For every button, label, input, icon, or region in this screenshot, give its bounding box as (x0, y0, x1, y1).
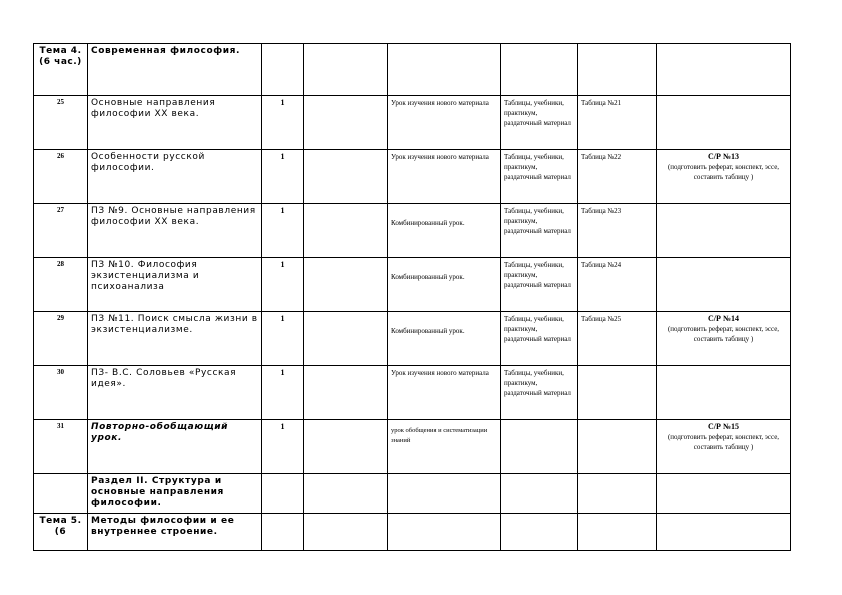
materials-cell (501, 44, 578, 96)
topic-cell: ПЗ №11. Поиск смысла жизни в экзистенциализме. (88, 312, 262, 366)
table-row (34, 204, 791, 258)
materials-cell (501, 474, 578, 514)
visual-cell: Таблица №22 (578, 150, 657, 204)
extra-cell (304, 150, 388, 204)
curriculum-table (33, 43, 791, 551)
lesson-number: 29 (34, 312, 88, 366)
materials-cell: Таблицы, учебники, практикум, раздаточный материал (501, 96, 578, 150)
hours-cell: 1 (262, 150, 304, 204)
table-row (34, 420, 791, 474)
table-row (34, 312, 791, 366)
materials-cell (501, 420, 578, 474)
extra-cell (304, 44, 388, 96)
visual-cell (578, 420, 657, 474)
type-cell: урок обобщения и систематизации знаний (388, 420, 501, 474)
hours-cell: 1 (262, 204, 304, 258)
visual-cell: Таблица №23 (578, 204, 657, 258)
topic-cell: Особенности русской философии. (88, 150, 262, 204)
type-cell: Урок изучения нового материала (388, 150, 501, 204)
materials-cell (501, 514, 578, 551)
type-cell: Комбинированный урок. (388, 312, 501, 366)
hours-cell (262, 474, 304, 514)
visual-cell (578, 514, 657, 551)
sr-cell (657, 420, 791, 474)
topic-cell: Раздел II. Структура и основные направления философии. (88, 474, 262, 514)
table-row (34, 366, 791, 420)
extra-cell (304, 420, 388, 474)
lesson-number: 27 (34, 204, 88, 258)
visual-cell (578, 366, 657, 420)
materials-cell: Таблицы, учебники, практикум, раздаточный материал (501, 366, 578, 420)
sr-cell (657, 204, 791, 258)
sr-cell (657, 150, 791, 204)
topic-cell: Повторно-обобщающий урок. (88, 420, 262, 474)
lesson-number: 31 (34, 420, 88, 474)
topic-cell: ПЗ- В.С. Соловьев «Русская идея». (88, 366, 262, 420)
sr-cell (657, 258, 791, 312)
topic-cell: Основные направления философии ХХ века. (88, 96, 262, 150)
lesson-number: 25 (34, 96, 88, 150)
type-cell (388, 44, 501, 96)
extra-cell (304, 514, 388, 551)
visual-cell: Таблица №21 (578, 96, 657, 150)
lesson-number: 30 (34, 366, 88, 420)
table-row (34, 44, 791, 96)
hours-cell: 1 (262, 96, 304, 150)
sr-cell (657, 514, 791, 551)
type-cell: Урок изучения нового материала (388, 96, 501, 150)
tema-cell: Тема 4. (6 час.) (34, 44, 88, 96)
materials-cell: Таблицы, учебники, практикум, раздаточный материал (501, 204, 578, 258)
type-cell (388, 514, 501, 551)
sr-cell (657, 366, 791, 420)
table-row (34, 474, 791, 514)
materials-cell: Таблицы, учебники, практикум, раздаточный материал (501, 150, 578, 204)
sr-note: (подготовить реферат, конспект, эссе, составить таблицу ) (667, 433, 780, 451)
hours-cell: 1 (262, 258, 304, 312)
table-row (34, 258, 791, 312)
sr-cell (657, 474, 791, 514)
topic-cell: Современная философия. (88, 44, 262, 96)
topic-cell: ПЗ №10. Философия экзистенциализма и психоанализа (88, 258, 262, 312)
sr-title: С/Р №15 (708, 422, 739, 431)
extra-cell (304, 474, 388, 514)
lesson-number: 26 (34, 150, 88, 204)
table-row (34, 96, 791, 150)
table-row (34, 150, 791, 204)
visual-cell (578, 474, 657, 514)
sr-cell (657, 312, 791, 366)
hours-cell (262, 44, 304, 96)
extra-cell (304, 258, 388, 312)
hours-cell: 1 (262, 312, 304, 366)
materials-cell: Таблицы, учебники, практикум, раздаточный материал (501, 258, 578, 312)
hours-cell (262, 514, 304, 551)
type-cell: Урок изучения нового материала (388, 366, 501, 420)
sr-note: (подготовить реферат, конспект, эссе, составить таблицу ) (667, 325, 780, 343)
topic-cell: Методы философии и ее внутреннее строение. (88, 514, 262, 551)
sr-note: (подготовить реферат, конспект, эссе, составить таблицу ) (667, 163, 780, 181)
visual-cell: Таблица №24 (578, 258, 657, 312)
extra-cell (304, 366, 388, 420)
extra-cell (304, 204, 388, 258)
tema-cell (34, 474, 88, 514)
sr-cell (657, 96, 791, 150)
hours-cell: 1 (262, 420, 304, 474)
extra-cell (304, 312, 388, 366)
lesson-number: 28 (34, 258, 88, 312)
sr-title: С/Р №14 (708, 314, 739, 323)
sr-title: С/Р №13 (708, 152, 739, 161)
hours-cell: 1 (262, 366, 304, 420)
extra-cell (304, 96, 388, 150)
type-cell: Комбинированный урок. (388, 204, 501, 258)
sr-cell (657, 44, 791, 96)
table-row (34, 514, 791, 551)
materials-cell: Таблицы, учебники, практикум, раздаточный материал (501, 312, 578, 366)
tema-cell: Тема 5. (6 (34, 514, 88, 551)
type-cell: Комбинированный урок. (388, 258, 501, 312)
visual-cell: Таблица №25 (578, 312, 657, 366)
topic-cell: ПЗ №9. Основные направления философии ХХ века. (88, 204, 262, 258)
type-cell (388, 474, 501, 514)
visual-cell (578, 44, 657, 96)
